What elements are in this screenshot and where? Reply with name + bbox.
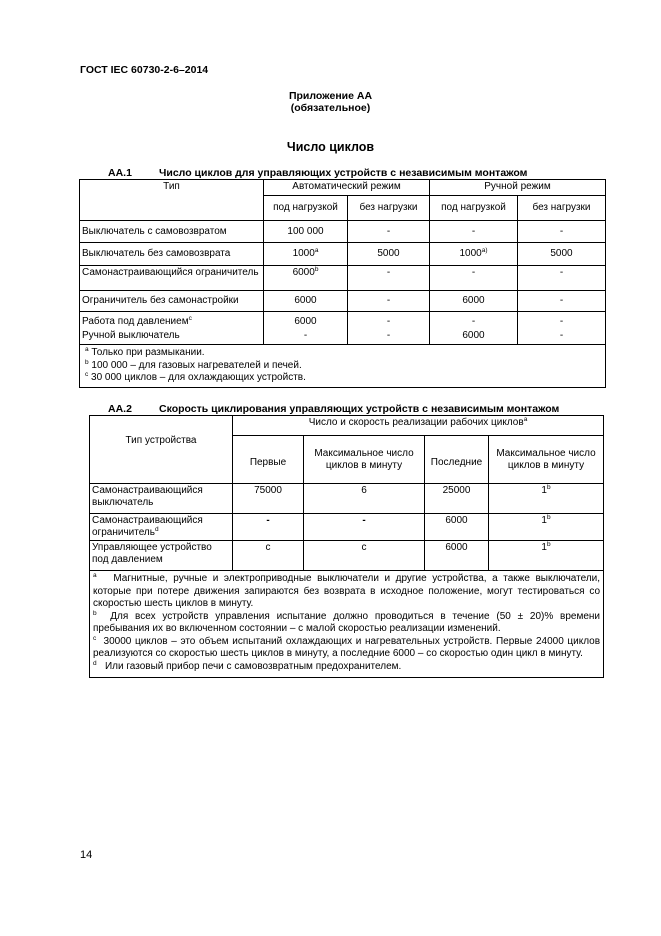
table1-cell-type: Ограничитель без самонастройки	[80, 291, 264, 312]
table2-cell-type: Самонастраивающийся выключатель	[90, 484, 233, 514]
table2-cell-last: 25000	[425, 484, 489, 514]
table1-cell-manual-noload: 5000	[518, 243, 606, 266]
table-row	[80, 291, 606, 312]
table2-number: АА.2	[108, 403, 132, 415]
table2-cell-rate-2: 1$^b$	[489, 541, 604, 571]
table1-cell-auto-noload: -	[348, 266, 430, 291]
table2-cell-type: Управляющее устройство под давлением	[90, 541, 233, 571]
table1-cell-type: Работа под давлением$^c$ Ручной выключатель	[80, 312, 264, 345]
table2-header-max-rate-2: Максимальное число циклов в минуту	[489, 436, 604, 484]
document-header: ГОСТ IEC 60730-2-6–2014	[80, 64, 209, 76]
table2-header-first: Первые	[233, 436, 304, 484]
table2-header-max-rate: Максимальное число циклов в минуту	[304, 436, 425, 484]
annex-status: (обязательное)	[290, 102, 371, 114]
table1-cell-manual-load: 6000	[430, 291, 518, 312]
table1-cell-manual-noload: -	[518, 291, 606, 312]
table2-cell-rate: -	[304, 514, 425, 541]
table2-header-group: Число и скорость реализации рабочих циклов$^a$	[233, 416, 604, 436]
table1-cell-auto-load: 6000 -	[264, 312, 348, 345]
table1-note-b: $^b$ 100 000 – для газовых нагревателей и печей.	[85, 358, 302, 371]
table1-note-c: $^c$ 30 000 циклов – для охлаждающих устройств.	[85, 371, 306, 383]
table-row	[90, 514, 604, 541]
table2-cell-first: 75000	[233, 484, 304, 514]
table-row	[80, 312, 606, 345]
table2-notes	[90, 571, 604, 678]
table2-note-a: $^a$ Магнитные, ручные и электроприводные выключатели и другие устройства, а также выключатели, которые при потере движения запираются без возврата в исходное положение, могут тестироваться со скоростью шесть циклов в минуту.	[93, 572, 601, 609]
table2-header-last: Последние	[425, 436, 489, 484]
table1-cell-auto-noload: -	[348, 221, 430, 243]
table-row	[80, 243, 606, 266]
table1	[79, 179, 606, 388]
table1-cell-type: Самонастраивающийся ограничитель	[80, 266, 264, 291]
table1-cell-manual-noload: -	[518, 266, 606, 291]
table1-number: АА.1	[108, 167, 132, 179]
table2	[89, 415, 604, 678]
table1-caption-text: Число циклов для управляющих устройств с независимым монтажом	[159, 167, 528, 179]
table1-cell-auto-load: 6000$^b$	[264, 266, 348, 291]
table2-cell-type: Самонастраивающийся ограничитель$^d$	[90, 514, 233, 541]
table1-cell-type: Выключатель без самовозврата	[80, 243, 264, 266]
table-row	[90, 484, 604, 514]
table2-header-type: Тип устройства	[90, 416, 233, 484]
table1-header-manual: Ручной режим	[430, 180, 606, 196]
table1-subheader-auto-load: под нагрузкой	[264, 196, 348, 221]
table1-header-auto: Автоматический режим	[264, 180, 430, 196]
table1-cell-manual-load: 1000$^{a)}$	[430, 243, 518, 266]
table2-cell-rate-2: 1$^b$	[489, 484, 604, 514]
table2-cell-first: -	[233, 514, 304, 541]
table1-cell-manual-load: - 6000	[430, 312, 518, 345]
table2-cell-last: 6000	[425, 541, 489, 571]
table2-cell-last: 6000	[425, 514, 489, 541]
table1-notes	[80, 345, 606, 388]
table-row	[90, 541, 604, 571]
table2-cell-rate: c	[304, 541, 425, 571]
table2-cell-rate: 6	[304, 484, 425, 514]
table2-cell-first: c	[233, 541, 304, 571]
table1-cell-manual-load: -	[430, 266, 518, 291]
table2-cell-rate-2: 1$^b$	[489, 514, 604, 541]
table1-cell-auto-noload: - -	[348, 312, 430, 345]
table2-notes-row	[90, 571, 604, 678]
table1-cell-manual-noload: - -	[518, 312, 606, 345]
table1-cell-manual-noload: -	[518, 221, 606, 243]
table2-note-d: $^d$ Или газовый прибор печи с самовозвратным предохранителем.	[93, 659, 402, 672]
table1-subheader-manual-noload: без нагрузки	[518, 196, 606, 221]
table1-cell-auto-load: 6000	[264, 291, 348, 312]
table1-cell-type: Выключатель с самовозвратом	[80, 221, 264, 243]
table1-cell-manual-load: -	[430, 221, 518, 243]
table1-subheader-auto-noload: без нагрузки	[348, 196, 430, 221]
table-row	[80, 221, 606, 243]
table1-subheader-manual-load: под нагрузкой	[430, 196, 518, 221]
table2-caption-text: Скорость циклирования управляющих устройств с независимым монтажом	[159, 403, 560, 415]
table1-notes-row	[80, 345, 606, 388]
annex-title: Приложение АА	[288, 90, 373, 102]
table1-cell-auto-load: 1000$^a$	[264, 243, 348, 266]
page-number: 14	[80, 849, 93, 861]
table1-header-type: Тип	[80, 180, 264, 221]
table-row	[80, 266, 606, 291]
table1-cell-auto-noload: 5000	[348, 243, 430, 266]
table1-cell-auto-load: 100 000	[264, 221, 348, 243]
table1-cell-auto-noload: -	[348, 291, 430, 312]
section-title: Число циклов	[286, 140, 375, 154]
table2-note-c: $^c$ 30000 циклов – это объем испытаний охлаждающих и нагревательных устройств. Первые 24000 циклов реализуются со скоростью шесть циклов в минуту, а последние 6000 – со скоростью один цикл в минуту.	[93, 634, 601, 659]
table1-note-a: $^a$ Только при размыкании.	[85, 346, 205, 358]
table1-cell-type-2: Ручной выключатель	[82, 330, 180, 341]
table2-note-b: $^b$ Для всех устройств управления испытание должно проводиться в течение (50 ± 20)% времени пребывания их во включенном состоянии – с малой скоростью реализации изменений.	[93, 609, 601, 634]
